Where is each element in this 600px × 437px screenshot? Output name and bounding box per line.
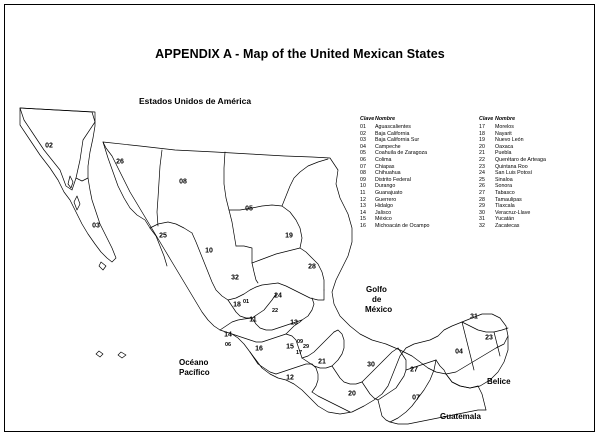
- legend-nombre-left: Guanajuato: [375, 190, 403, 197]
- legend-nombre-left: Baja California: [375, 130, 410, 137]
- legend-nombre-left: Coahuila de Zaragoza: [375, 150, 428, 157]
- legend-header-nombre-left: Nombre: [375, 116, 396, 122]
- map-state-number-06: 06: [224, 342, 232, 348]
- legend-nombre-left: Colima: [375, 157, 392, 164]
- legend-nombre-right: Nayarit: [495, 130, 512, 137]
- legend-row: [360, 223, 575, 230]
- legend-clave-left: 13: [360, 203, 366, 210]
- legend-clave-right: 17: [479, 124, 485, 131]
- map-state-number-13: 13: [290, 319, 298, 327]
- legend-body: [360, 124, 575, 230]
- map-state-number-01: 01: [242, 299, 250, 305]
- legend-nombre-right: Tamaulipas: [495, 196, 522, 203]
- label-guatemala: Guatemala: [440, 412, 481, 421]
- legend-clave-left: 14: [360, 209, 366, 216]
- legend-clave-right: 31: [479, 216, 485, 223]
- map-state-number-28: 28: [308, 263, 316, 271]
- legend-clave-right: 27: [479, 190, 485, 197]
- legend-table: [360, 116, 575, 230]
- legend-clave-left: 06: [360, 157, 366, 164]
- legend-row: [360, 177, 575, 184]
- legend-nombre-right: Sonora: [495, 183, 513, 190]
- label-gulf-line1: Golfo: [366, 285, 387, 294]
- legend-header-clave-left: Clave: [360, 116, 375, 122]
- label-usa: Estados Unidos de América: [139, 96, 252, 106]
- legend-nombre-right: Morelos: [495, 124, 514, 131]
- legend-nombre-right: Oaxaca: [495, 143, 514, 150]
- legend-clave-right: 20: [479, 143, 485, 150]
- legend-clave-right: 23: [479, 163, 485, 170]
- legend-nombre-left: Michoacán de Ocampo: [375, 223, 430, 229]
- legend-clave-right: 29: [479, 203, 485, 210]
- legend-header-row: [360, 116, 575, 124]
- legend-clave-left: 07: [360, 163, 366, 170]
- legend-row: [360, 183, 575, 190]
- map-state-number-16: 16: [255, 345, 263, 353]
- legend-clave-left: 03: [360, 137, 366, 144]
- map-state-number-27: 27: [410, 366, 418, 374]
- label-pacific-line2: Pacífico: [179, 368, 210, 377]
- map-state-number-30: 30: [367, 361, 375, 369]
- legend-clave-left: 10: [360, 183, 366, 190]
- legend-clave-right: 32: [479, 223, 485, 229]
- map-state-number-12: 12: [286, 374, 294, 382]
- legend-clave-left: 12: [360, 196, 366, 203]
- legend-nombre-right: Nuevo León: [495, 137, 524, 144]
- legend-row: [360, 124, 575, 131]
- label-gulf-line3: México: [365, 305, 393, 314]
- legend-row: [360, 197, 575, 204]
- map-state-number-21: 21: [318, 358, 326, 366]
- legend-clave-left: 11: [360, 190, 366, 197]
- legend-row: [360, 210, 575, 217]
- label-pacific-line1: Océano: [179, 358, 209, 367]
- legend-clave-right: 19: [479, 137, 485, 144]
- page-title: APPENDIX A - Map of the United Mexican States: [155, 47, 445, 61]
- map-state-number-26: 26: [116, 158, 124, 166]
- legend-row: [360, 170, 575, 177]
- legend-row: [360, 164, 575, 171]
- label-belize: Belice: [487, 377, 511, 386]
- legend-clave-right: 22: [479, 157, 485, 164]
- legend-nombre-right: San Luis Potosí: [495, 170, 533, 177]
- legend-nombre-left: Baja California Sur: [375, 137, 420, 144]
- legend-nombre-left: Guerrero: [375, 196, 397, 203]
- map-state-number-03: 03: [92, 222, 100, 230]
- legend-nombre-right: Querétaro de Arteaga: [495, 157, 546, 164]
- legend-nombre-right: Zacatecas: [495, 223, 520, 229]
- legend-nombre-left: Jalisco: [375, 209, 392, 216]
- legend-nombre-right: Yucatán: [495, 216, 515, 223]
- legend-clave-right: 28: [479, 196, 485, 203]
- legend-header-clave-right: Clave: [479, 116, 494, 122]
- legend-nombre-right: Veracruz-Llave: [495, 209, 531, 216]
- legend-clave-left: 05: [360, 150, 366, 157]
- map-state-number-29: 29: [302, 344, 310, 350]
- map-state-number-19: 19: [285, 232, 293, 240]
- legend-nombre-left: Durango: [375, 183, 396, 190]
- legend-clave-right: 30: [479, 209, 485, 216]
- map-state-number-10: 10: [205, 247, 213, 255]
- legend-clave-left: 01: [360, 124, 366, 131]
- map-state-number-25: 25: [159, 232, 167, 240]
- map-state-number-31: 31: [470, 313, 478, 321]
- legend-clave-right: 26: [479, 183, 485, 190]
- map-state-number-14: 14: [224, 331, 232, 339]
- legend-nombre-right: Tlaxcala: [495, 203, 515, 210]
- legend-clave-left: 04: [360, 143, 366, 150]
- legend-nombre-left: Chihuahua: [375, 170, 401, 177]
- legend-nombre-right: Sinaloa: [495, 176, 513, 183]
- map-state-number-04: 04: [455, 348, 463, 356]
- legend-clave-left: 09: [360, 176, 366, 183]
- map-state-number-15: 15: [286, 343, 294, 351]
- map-state-number-22: 22: [271, 308, 279, 314]
- legend-nombre-left: Aguascalientes: [375, 124, 411, 131]
- legend-nombre-left: México: [375, 216, 392, 223]
- legend-clave-right: 18: [479, 130, 485, 137]
- legend-row: [360, 203, 575, 210]
- map-state-number-23: 23: [485, 334, 493, 342]
- legend-nombre-left: Hidalgo: [375, 203, 393, 210]
- legend-nombre-right: Quintana Roo: [495, 163, 528, 170]
- legend-row: [360, 137, 575, 144]
- legend-clave-right: 25: [479, 176, 485, 183]
- legend-row: [360, 131, 575, 138]
- legend-row: [360, 216, 575, 223]
- map-state-number-32: 32: [231, 274, 239, 282]
- map-state-number-09: 09: [296, 339, 304, 345]
- legend-nombre-left: Distrito Federal: [375, 176, 411, 183]
- legend-nombre-right: Tabasco: [495, 190, 515, 197]
- map-state-number-18: 18: [233, 301, 241, 309]
- legend-nombre-right: Puebla: [495, 150, 512, 157]
- legend-clave-left: 08: [360, 170, 366, 177]
- legend-row: [360, 190, 575, 197]
- map-state-number-05: 05: [245, 205, 253, 213]
- legend-nombre-left: Campeche: [375, 143, 401, 150]
- legend-clave-right: 24: [479, 170, 485, 177]
- map-state-number-08: 08: [179, 178, 187, 186]
- map-state-number-07: 07: [412, 394, 420, 402]
- map-state-number-20: 20: [348, 390, 356, 398]
- legend-row: [360, 144, 575, 151]
- legend-clave-right: 21: [479, 150, 485, 157]
- map-state-number-24: 24: [274, 292, 282, 300]
- legend-clave-left: 16: [360, 223, 366, 229]
- legend-header-nombre-right: Nombre: [495, 116, 516, 122]
- map-state-number-17: 17: [295, 350, 303, 356]
- map-state-number-02: 02: [45, 142, 53, 150]
- legend-clave-left: 02: [360, 130, 366, 137]
- label-gulf-line2: de: [372, 295, 382, 304]
- map-state-number-11: 11: [249, 316, 257, 324]
- legend-clave-left: 15: [360, 216, 366, 223]
- legend-row: [360, 150, 575, 157]
- legend-row: [360, 157, 575, 164]
- state-key-legend: [360, 116, 575, 230]
- legend-nombre-left: Chiapas: [375, 163, 395, 170]
